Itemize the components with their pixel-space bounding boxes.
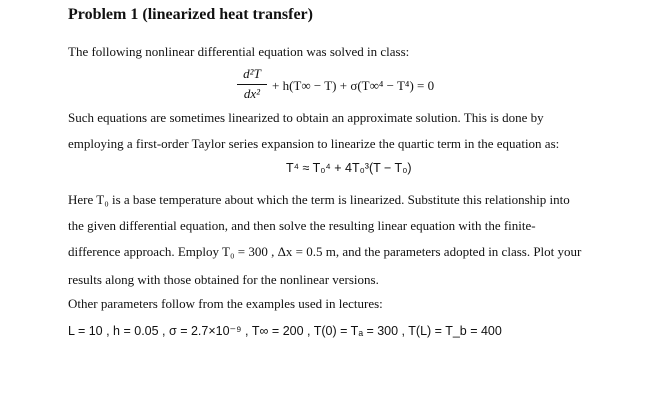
intro-text: The following nonlinear differential equation was solved in class: [68, 44, 410, 59]
paragraph-2-line-2: employing a first-order Taylor series expansion to linearize the quartic term in the equation as: [68, 136, 560, 151]
taylor-expansion-equation: T⁴ ≈ T₀⁴ + 4T₀³(T − T₀) [286, 161, 412, 175]
paragraph-3-line-4: results along with those obtained for the nonlinear versions. [68, 272, 379, 287]
parameter-list: L = 10 , h = 0.05 , σ = 2.7×10⁻⁹ , T∞ = 200 , T(0) = Tₐ = 300 , T(L) = T_b = 400 [68, 324, 502, 338]
problem-title: Problem 1 (linearized heat transfer) [68, 6, 313, 23]
equation-1-rest: + h(T∞ − T) + σ(T∞⁴ − T⁴) = 0 [272, 78, 435, 93]
paragraph-3-line-3: difference approach. Employ T₀ = 300 , Δx = 0.5 m, and the parameters adopted in class. Plot your [68, 244, 582, 259]
fraction-denominator: dx² [243, 86, 261, 101]
paragraph-3-line-2: the given differential equation, and then solve the resulting linear equation with the finite- [68, 218, 536, 233]
fraction-bar [237, 84, 267, 85]
other-parameters-text: Other parameters follow from the examples used in lectures: [68, 296, 383, 311]
fraction-numerator: d²T [243, 66, 261, 81]
paragraph-2-line-1: Such equations are sometimes linearized to obtain an approximate solution. This is done by [68, 110, 544, 125]
paragraph-3-line-1: Here T₀ is a base temperature about which the term is linearized. Substitute this relationship into [68, 192, 570, 207]
second-derivative-fraction [237, 66, 267, 103]
